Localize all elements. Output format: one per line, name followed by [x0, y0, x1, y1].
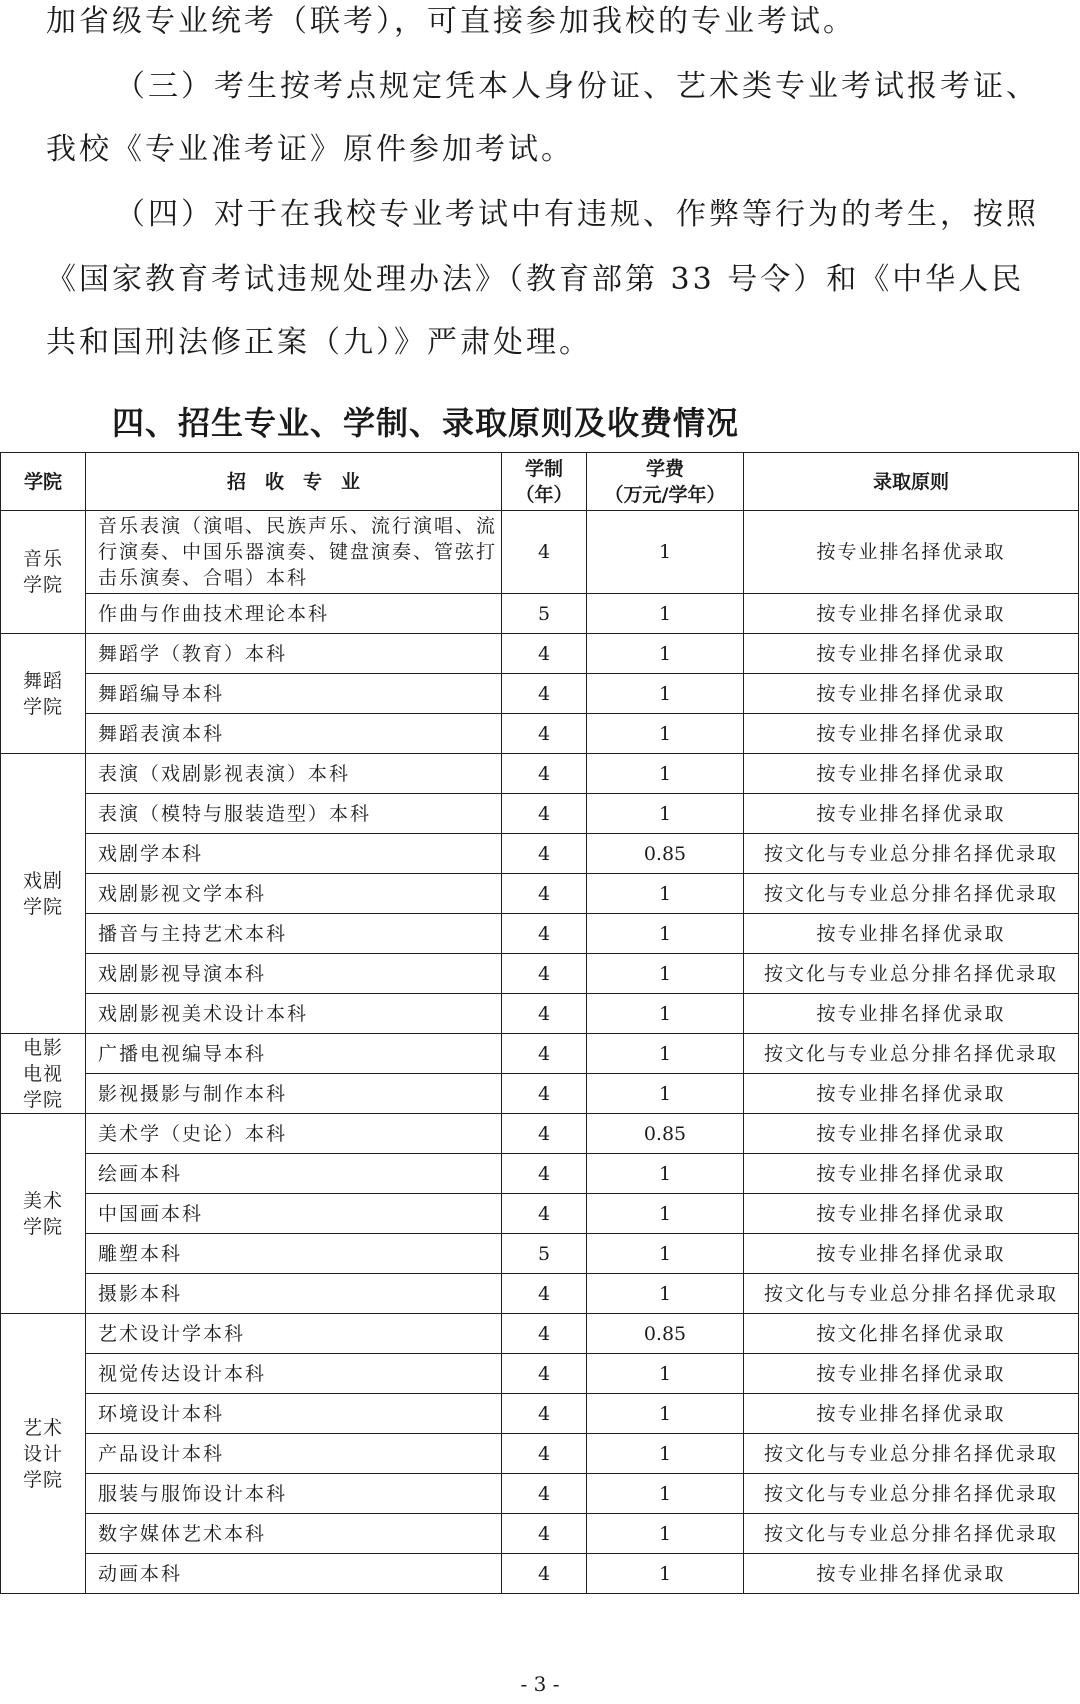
admission-rule-cell: 按文化与专业总分排名择优录取 [744, 1034, 1079, 1074]
duration-cell: 4 [502, 1074, 587, 1114]
table-row [1, 594, 1079, 634]
duration-cell: 4 [502, 714, 587, 754]
table-row [1, 834, 1079, 874]
admission-rule-cell: 按专业排名择优录取 [744, 994, 1079, 1034]
major-cell: 表演（戏剧影视表演）本科 [86, 754, 502, 794]
table-row [1, 1114, 1079, 1154]
admission-rule-cell: 按专业排名择优录取 [744, 594, 1079, 634]
duration-cell: 4 [502, 634, 587, 674]
table-row [1, 1194, 1079, 1234]
admission-rule-cell: 按文化与专业总分排名择优录取 [744, 874, 1079, 914]
major-cell: 音乐表演（演唱、民族声乐、流行演唱、流行演奏、中国乐器演奏、键盘演奏、管弦打击乐演奏、合唱）本科 [86, 511, 502, 594]
header-major: 招 收 专 业 [86, 453, 502, 511]
admission-rule-cell: 按专业排名择优录取 [744, 1554, 1079, 1594]
major-cell: 环境设计本科 [86, 1394, 502, 1434]
table-row [1, 1434, 1079, 1474]
paragraph-line: 加省级专业统考（联考），可直接参加我校的专业考试。 [46, 4, 856, 39]
tuition-cell: 0.85 [587, 1314, 744, 1354]
duration-cell: 4 [502, 794, 587, 834]
table-row [1, 714, 1079, 754]
major-cell: 服装与服饰设计本科 [86, 1474, 502, 1514]
college-cell: 音乐 学院 [1, 511, 86, 634]
tuition-cell: 1 [587, 1514, 744, 1554]
major-cell: 戏剧影视导演本科 [86, 954, 502, 994]
admission-rule-cell: 按专业排名择优录取 [744, 794, 1079, 834]
paragraph-line: 共和国刑法修正案（九）》严肃处理。 [46, 325, 592, 360]
college-cell: 电影 电视 学院 [1, 1034, 86, 1114]
admission-rule-cell: 按专业排名择优录取 [744, 914, 1079, 954]
tuition-cell: 1 [587, 1074, 744, 1114]
college-cell: 舞蹈 学院 [1, 634, 86, 754]
tuition-cell: 1 [587, 1194, 744, 1234]
table-header-row [1, 453, 1079, 511]
duration-cell: 4 [502, 954, 587, 994]
duration-cell: 4 [502, 834, 587, 874]
major-cell: 摄影本科 [86, 1274, 502, 1314]
table-row [1, 1074, 1079, 1114]
duration-cell: 4 [502, 1354, 587, 1394]
table-row [1, 954, 1079, 994]
admission-rule-cell: 按文化与专业总分排名择优录取 [744, 1474, 1079, 1514]
duration-cell: 4 [502, 994, 587, 1034]
header-tuition: 学费 （万元/学年） [587, 453, 744, 511]
major-cell: 产品设计本科 [86, 1434, 502, 1474]
major-cell: 舞蹈学（教育）本科 [86, 634, 502, 674]
admission-rule-cell: 按文化与专业总分排名择优录取 [744, 1274, 1079, 1314]
tuition-cell: 1 [587, 1154, 744, 1194]
major-cell: 舞蹈表演本科 [86, 714, 502, 754]
duration-cell: 4 [502, 1474, 587, 1514]
major-cell: 舞蹈编导本科 [86, 674, 502, 714]
table-row [1, 754, 1079, 794]
major-cell: 播音与主持艺术本科 [86, 914, 502, 954]
paragraph-line: （四）对于在我校专业考试中有违规、作弊等行为的考生，按照 [115, 197, 1039, 232]
admission-rule-cell: 按专业排名择优录取 [744, 714, 1079, 754]
duration-cell: 4 [502, 1394, 587, 1434]
tuition-cell: 1 [587, 1434, 744, 1474]
table-row [1, 1234, 1079, 1274]
duration-cell: 4 [502, 1554, 587, 1594]
duration-cell: 4 [502, 1154, 587, 1194]
table-row [1, 1154, 1079, 1194]
duration-cell: 5 [502, 1234, 587, 1274]
major-cell: 艺术设计学本科 [86, 1314, 502, 1354]
admission-rule-cell: 按专业排名择优录取 [744, 1194, 1079, 1234]
tuition-cell: 1 [587, 794, 744, 834]
major-cell: 戏剧影视美术设计本科 [86, 994, 502, 1034]
paragraph-line: 《国家教育考试违规处理办法》（教育部第 33 号令）和《中华人民 [46, 262, 1025, 297]
admission-rule-cell: 按文化排名择优录取 [744, 1314, 1079, 1354]
paragraph-line: 我校《专业准考证》原件参加考试。 [46, 132, 574, 167]
major-cell: 戏剧影视文学本科 [86, 874, 502, 914]
table-row [1, 994, 1079, 1034]
duration-cell: 4 [502, 1274, 587, 1314]
duration-cell: 5 [502, 594, 587, 634]
duration-cell: 4 [502, 1034, 587, 1074]
major-cell: 数字媒体艺术本科 [86, 1514, 502, 1554]
table-row [1, 874, 1079, 914]
duration-cell: 4 [502, 1194, 587, 1234]
major-cell: 广播电视编导本科 [86, 1034, 502, 1074]
duration-cell: 4 [502, 511, 587, 594]
table-row [1, 1394, 1079, 1434]
duration-cell: 4 [502, 1514, 587, 1554]
major-cell: 雕塑本科 [86, 1234, 502, 1274]
table-row [1, 674, 1079, 714]
duration-cell: 4 [502, 1434, 587, 1474]
admission-rule-cell: 按专业排名择优录取 [744, 1114, 1079, 1154]
college-cell: 艺术 设计 学院 [1, 1314, 86, 1594]
admission-rule-cell: 按文化与专业总分排名择优录取 [744, 834, 1079, 874]
tuition-cell: 1 [587, 994, 744, 1034]
admission-rule-cell: 按专业排名择优录取 [744, 754, 1079, 794]
admission-rule-cell: 按专业排名择优录取 [744, 1154, 1079, 1194]
tuition-cell: 1 [587, 874, 744, 914]
major-cell: 戏剧学本科 [86, 834, 502, 874]
tuition-cell: 0.85 [587, 1114, 744, 1154]
tuition-cell: 1 [587, 634, 744, 674]
admission-rule-cell: 按专业排名择优录取 [744, 674, 1079, 714]
header-college: 学院 [1, 453, 86, 511]
tuition-cell: 1 [587, 1394, 744, 1434]
admission-rule-cell: 按文化与专业总分排名择优录取 [744, 1434, 1079, 1474]
admission-table [0, 452, 1079, 1594]
major-cell: 绘画本科 [86, 1154, 502, 1194]
admission-rule-cell: 按专业排名择优录取 [744, 1394, 1079, 1434]
tuition-cell: 1 [587, 714, 744, 754]
tuition-cell: 0.85 [587, 834, 744, 874]
tuition-cell: 1 [587, 1034, 744, 1074]
table-row [1, 1474, 1079, 1514]
table-row [1, 1274, 1079, 1314]
table-row [1, 914, 1079, 954]
table-row [1, 1554, 1079, 1594]
tuition-cell: 1 [587, 511, 744, 594]
major-cell: 视觉传达设计本科 [86, 1354, 502, 1394]
section-heading: 四、招生专业、学制、录取原则及收费情况 [112, 404, 740, 442]
major-cell: 中国画本科 [86, 1194, 502, 1234]
duration-cell: 4 [502, 754, 587, 794]
tuition-cell: 1 [587, 914, 744, 954]
duration-cell: 4 [502, 1314, 587, 1354]
table-row [1, 1034, 1079, 1074]
admission-rule-cell: 按文化与专业总分排名择优录取 [744, 1514, 1079, 1554]
duration-cell: 4 [502, 874, 587, 914]
tuition-cell: 1 [587, 1274, 744, 1314]
tuition-cell: 1 [587, 1354, 744, 1394]
tuition-cell: 1 [587, 1474, 744, 1514]
major-cell: 作曲与作曲技术理论本科 [86, 594, 502, 634]
header-duration: 学制 （年） [502, 453, 587, 511]
college-cell: 美术 学院 [1, 1114, 86, 1314]
header-admission-rule: 录取原则 [744, 453, 1079, 511]
table-row [1, 1314, 1079, 1354]
duration-cell: 4 [502, 674, 587, 714]
admission-rule-cell: 按文化与专业总分排名择优录取 [744, 954, 1079, 994]
tuition-cell: 1 [587, 594, 744, 634]
tuition-cell: 1 [587, 1554, 744, 1594]
admission-rule-cell: 按专业排名择优录取 [744, 1234, 1079, 1274]
table-row [1, 794, 1079, 834]
admission-rule-cell: 按专业排名择优录取 [744, 1354, 1079, 1394]
tuition-cell: 1 [587, 1234, 744, 1274]
admission-rule-cell: 按专业排名择优录取 [744, 1074, 1079, 1114]
table-row [1, 634, 1079, 674]
table-row [1, 1354, 1079, 1394]
major-cell: 表演（模特与服装造型）本科 [86, 794, 502, 834]
tuition-cell: 1 [587, 674, 744, 714]
tuition-cell: 1 [587, 954, 744, 994]
tuition-cell: 1 [587, 754, 744, 794]
table-row [1, 1514, 1079, 1554]
major-cell: 美术学（史论）本科 [86, 1114, 502, 1154]
paragraph-line: （三）考生按考点规定凭本人身份证、艺术类专业考试报考证、 [115, 69, 1039, 104]
major-cell: 动画本科 [86, 1554, 502, 1594]
page-number: - 3 - [520, 1672, 560, 1696]
admission-rule-cell: 按专业排名择优录取 [744, 634, 1079, 674]
major-cell: 影视摄影与制作本科 [86, 1074, 502, 1114]
college-cell: 戏剧 学院 [1, 754, 86, 1034]
duration-cell: 4 [502, 914, 587, 954]
admission-rule-cell: 按专业排名择优录取 [744, 511, 1079, 594]
table-row [1, 511, 1079, 594]
duration-cell: 4 [502, 1114, 587, 1154]
